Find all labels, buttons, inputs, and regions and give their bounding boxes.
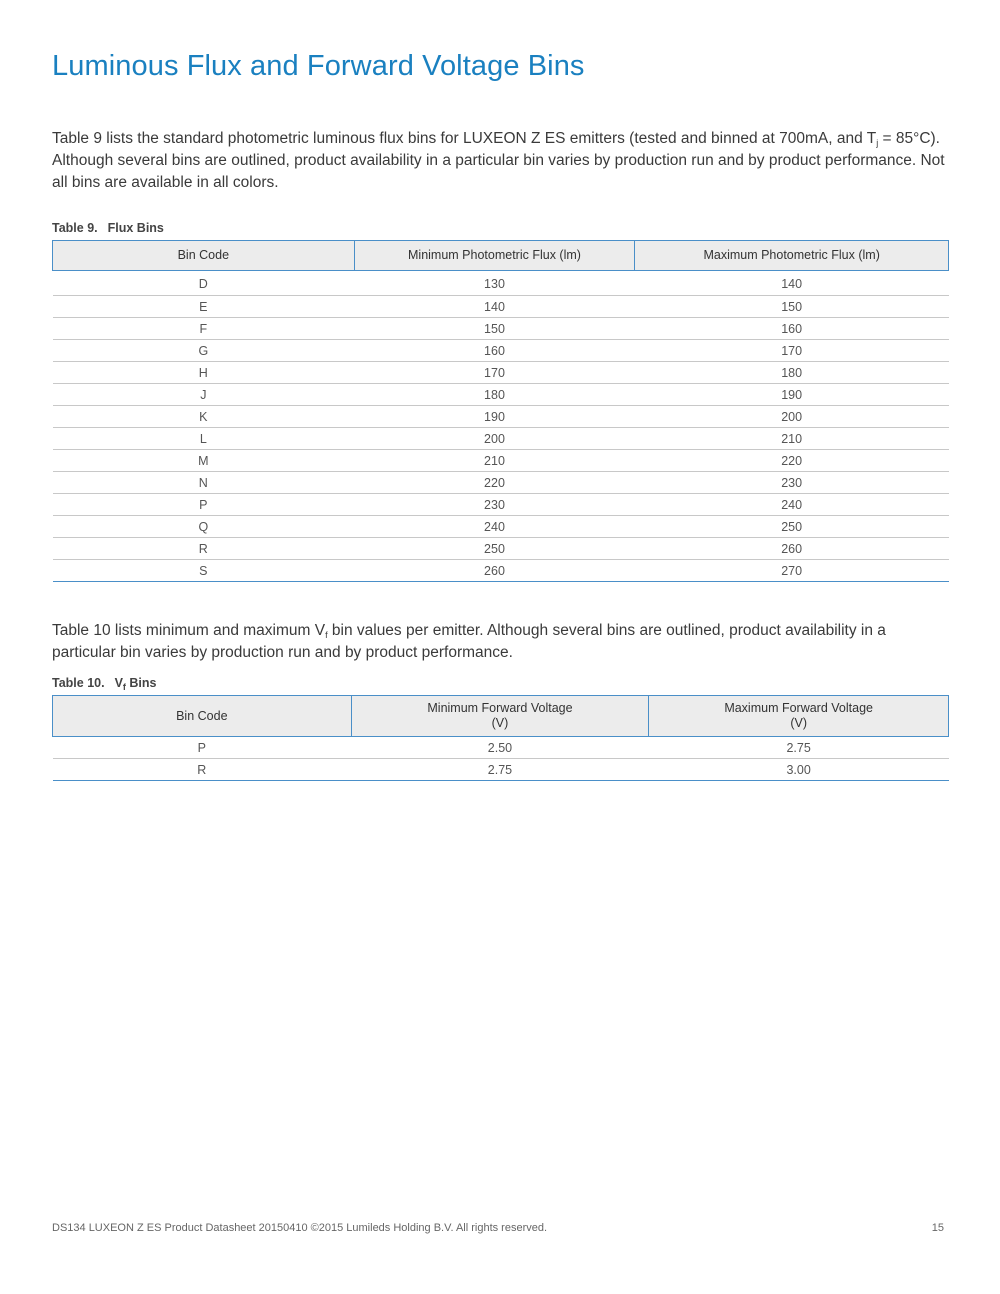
max-flux-cell: 270 [635, 560, 949, 582]
min-flux-cell: 170 [354, 362, 635, 384]
bin-code-cell: M [53, 450, 355, 472]
min-flux-cell: 140 [354, 296, 635, 318]
table-row [53, 737, 949, 759]
table10-caption-subscript: f [122, 682, 126, 692]
header-line-2: (V) [790, 716, 807, 730]
table-row [53, 384, 949, 406]
vf-bins-table [52, 695, 949, 781]
min-flux-cell: 230 [354, 494, 635, 516]
header-line-1: Maximum Forward Voltage [724, 701, 873, 715]
table-row [53, 494, 949, 516]
table10-caption-suffix: Bins [125, 676, 157, 690]
table-row [53, 296, 949, 318]
min-flux-cell: 200 [354, 428, 635, 450]
intro9-subscript: j [876, 138, 879, 148]
min-flux-cell: 240 [354, 516, 635, 538]
column-header-min-voltage [351, 696, 649, 737]
max-flux-cell: 260 [635, 538, 949, 560]
table10-caption-prefix: V [114, 676, 123, 690]
max-flux-cell: 160 [635, 318, 949, 340]
intro10-text-1: Table 10 lists minimum and maximum V [52, 622, 326, 639]
bin-code-cell: E [53, 296, 355, 318]
bin-code-cell: K [53, 406, 355, 428]
table-row [53, 450, 949, 472]
column-header-bin-code: Bin Code [53, 241, 355, 271]
bin-code-cell: Q [53, 516, 355, 538]
bin-code-cell: D [53, 271, 355, 296]
page-number: 15 [931, 1222, 944, 1234]
min-flux-cell: 180 [354, 384, 635, 406]
max-flux-cell: 220 [635, 450, 949, 472]
table10-intro-paragraph [52, 620, 952, 664]
max-flux-cell: 230 [635, 472, 949, 494]
max-flux-cell: 200 [635, 406, 949, 428]
footer-copyright: DS134 LUXEON Z ES Product Datasheet 20150410 ©2015 Lumileds Holding B.V. All rights reserved. [52, 1222, 548, 1234]
table-row [53, 362, 949, 384]
table9-caption-number: Table 9. [52, 221, 98, 235]
bin-code-cell: J [53, 384, 355, 406]
max-flux-cell: 180 [635, 362, 949, 384]
header-line-1: Bin Code [176, 708, 228, 723]
header-line-2: (V) [491, 716, 509, 730]
table-row [53, 318, 949, 340]
table10-caption-number: Table 10. [52, 676, 105, 690]
min-flux-cell: 160 [354, 340, 635, 362]
bin-code-cell: N [53, 472, 355, 494]
max-flux-cell: 250 [635, 516, 949, 538]
table-row [53, 759, 949, 781]
column-header-bin-code [53, 696, 352, 737]
table-row [53, 560, 949, 582]
header-line-1: Minimum Forward Voltage [427, 701, 573, 715]
max-flux-cell: 170 [635, 340, 949, 362]
min-flux-cell: 220 [354, 472, 635, 494]
table-header-row [53, 696, 949, 737]
bin-code-cell: R [53, 759, 352, 781]
bin-code-cell: H [53, 362, 355, 384]
min-voltage-cell: 2.50 [351, 737, 649, 759]
bin-code-cell: R [53, 538, 355, 560]
max-voltage-cell: 3.00 [649, 759, 949, 781]
bin-code-cell: F [53, 318, 355, 340]
min-flux-cell: 130 [354, 271, 635, 296]
max-flux-cell: 190 [635, 384, 949, 406]
table-row [53, 406, 949, 428]
bin-code-cell: P [53, 494, 355, 516]
table10-caption [52, 676, 156, 690]
column-header-max-flux: Maximum Photometric Flux (lm) [635, 241, 949, 271]
min-voltage-cell: 2.75 [351, 759, 649, 781]
min-flux-cell: 250 [354, 538, 635, 560]
table-row [53, 428, 949, 450]
bin-code-cell: G [53, 340, 355, 362]
table9-caption [52, 221, 164, 235]
table-row [53, 472, 949, 494]
table-header-row [53, 241, 949, 271]
table9-intro-paragraph [52, 128, 952, 194]
column-header-max-voltage [649, 696, 949, 737]
min-flux-cell: 150 [354, 318, 635, 340]
max-flux-cell: 240 [635, 494, 949, 516]
max-flux-cell: 140 [635, 271, 949, 296]
bin-code-cell: P [53, 737, 352, 759]
bin-code-cell: S [53, 560, 355, 582]
column-header-min-flux: Minimum Photometric Flux (lm) [354, 241, 635, 271]
table-row [53, 340, 949, 362]
min-flux-cell: 190 [354, 406, 635, 428]
intro9-text-2: = 85°C). Although several bins are outlined, product availability in a particular bin varies by production run and by product performance. Not all bins are available in all colors. [52, 130, 945, 191]
intro10-text-2: bin values per emitter. Although several bins are outlined, product availability in a particular bin varies by production run and by product performance. [52, 622, 886, 661]
table-row [53, 271, 949, 296]
intro9-text-1: Table 9 lists the standard photometric luminous flux bins for LUXEON Z ES emitters (tested and binned at 700mA, and T [52, 130, 877, 147]
table9-caption-title: Flux Bins [107, 221, 164, 235]
max-voltage-cell: 2.75 [649, 737, 949, 759]
max-flux-cell: 150 [635, 296, 949, 318]
table-row [53, 538, 949, 560]
min-flux-cell: 210 [354, 450, 635, 472]
min-flux-cell: 260 [354, 560, 635, 582]
bin-code-cell: L [53, 428, 355, 450]
page-title: Luminous Flux and Forward Voltage Bins [52, 50, 585, 82]
table-row [53, 516, 949, 538]
intro10-subscript: f [325, 630, 328, 640]
flux-bins-table [52, 240, 949, 582]
max-flux-cell: 210 [635, 428, 949, 450]
